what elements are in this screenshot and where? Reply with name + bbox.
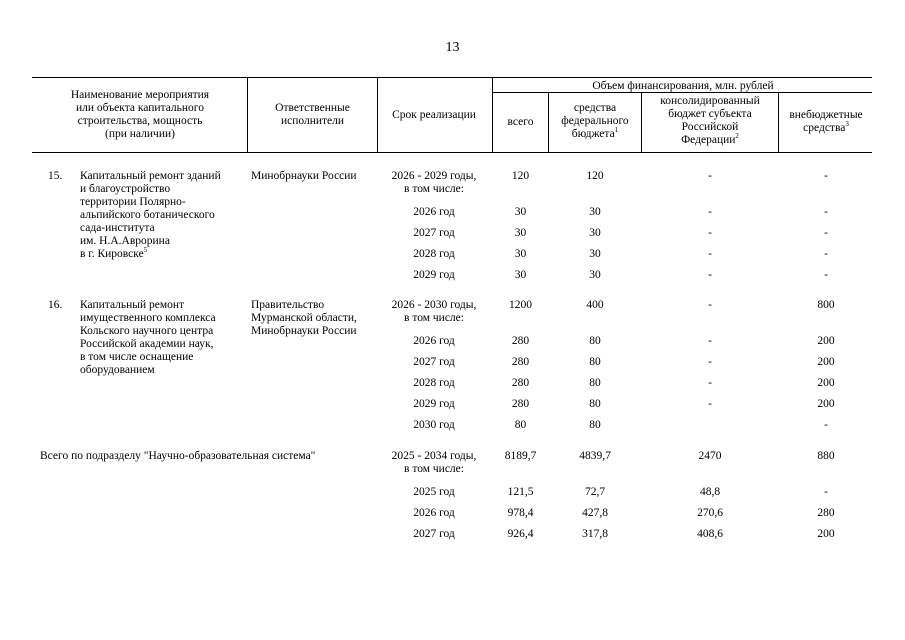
row-term: 2028 год [413, 248, 455, 260]
row-term: 2030 год [413, 419, 455, 431]
cell-federal: 30 [589, 206, 601, 218]
row-term: 2029 год [413, 269, 455, 281]
cell-total: 280 [511, 335, 530, 347]
cell-extra: - [824, 170, 828, 182]
cell-total: 30 [514, 248, 527, 260]
cell-federal: 80 [589, 377, 601, 389]
cell-regional: - [708, 398, 712, 410]
cell-total: 978,4 [507, 507, 534, 519]
cell-regional: - [708, 227, 712, 239]
row-term: 2028 год [413, 377, 455, 389]
cell-total: 8189,7 [504, 450, 537, 462]
cell-federal: 120 [586, 170, 604, 182]
header-federal: средства федерального бюджета$^1$ [561, 102, 629, 140]
row-term: 2029 год [413, 398, 455, 410]
cell-regional: 270,6 [697, 507, 723, 519]
cell-regional: 408,6 [697, 528, 723, 540]
cell-regional: - [708, 170, 712, 182]
row-number: 15. [48, 170, 63, 182]
cell-total: 30 [514, 206, 527, 218]
cell-total: 280 [511, 398, 530, 410]
cell-extra: 880 [817, 450, 835, 462]
row-term: 2026 - 2029 годы, в том числе: [391, 170, 477, 195]
header-term: Срок реализации [392, 109, 476, 121]
cell-federal: 30 [589, 269, 601, 281]
header-bottom-rule [32, 152, 872, 153]
cell-extra: - [824, 227, 828, 239]
header-extra: внебюджетные средства$^3$ [789, 109, 863, 134]
cell-regional: 2470 [698, 450, 722, 462]
cell-regional: - [708, 335, 712, 347]
cell-federal: 427,8 [582, 507, 608, 519]
cell-total: 121,5 [507, 486, 534, 498]
header-total: всего [507, 116, 534, 128]
row-name: Капитальный ремонт зданий и благоустройство территории Полярно- альпийского ботанического сада-института им. Н.А.Аврорина в г. Кировске$^5$ [80, 170, 221, 260]
row-term: 2026 год [413, 507, 455, 519]
cell-total: 30 [514, 269, 527, 281]
row-term: 2026 год [413, 335, 455, 347]
cell-extra: - [824, 269, 828, 281]
header-regional: консолидированный бюджет субъекта Российской Федерации$^2$ [660, 95, 760, 146]
cell-regional: - [708, 248, 712, 260]
cell-total: 1200 [509, 299, 532, 311]
cell-extra: 800 [817, 299, 835, 311]
cell-extra: 200 [817, 377, 835, 389]
row-term: 2025 год [413, 486, 455, 498]
cell-regional: - [708, 299, 712, 311]
row-name: Капитальный ремонт имущественного комплекса Кольского научного центра Российской академии наук, в том числе оснащение оборудованием [80, 299, 216, 376]
cell-total: 926,4 [507, 528, 534, 540]
header-executors: Ответственные исполнители [275, 102, 350, 127]
cell-total: 280 [511, 356, 530, 368]
cell-regional: - [708, 356, 712, 368]
cell-regional: - [708, 206, 712, 218]
page-number: 13 [445, 40, 460, 55]
cell-federal: 80 [589, 398, 601, 410]
cell-regional: - [708, 269, 712, 281]
cell-federal: 80 [589, 356, 601, 368]
cell-federal: 30 [589, 227, 601, 239]
cell-federal: 80 [589, 419, 601, 431]
cell-extra: - [824, 486, 828, 498]
cell-federal: 317,8 [582, 528, 608, 540]
row-term: 2027 год [413, 528, 455, 540]
row-term: 2027 год [413, 356, 455, 368]
row-term: 2026 - 2030 годы, в том числе: [391, 299, 477, 324]
row-term: 2025 - 2034 годы, в том числе: [391, 450, 477, 475]
cell-extra: 200 [817, 528, 835, 540]
cell-regional: - [708, 377, 712, 389]
row-number: 16. [48, 299, 63, 311]
cell-regional: 48,8 [699, 486, 721, 498]
cell-extra: 280 [817, 507, 835, 519]
row-term: 2026 год [413, 206, 455, 218]
row-term: 2027 год [413, 227, 455, 239]
header-name: Наименование мероприятия или объекта капитального строительства, мощность (при наличии) [70, 89, 210, 140]
cell-extra: - [824, 206, 828, 218]
cell-extra: 200 [817, 335, 835, 347]
cell-extra: 200 [817, 356, 835, 368]
row-executors: Минобрнауки России [251, 170, 357, 182]
cell-extra: - [824, 419, 828, 431]
row-executors: Правительство Мурманской области, Минобрнауки России [251, 299, 357, 337]
cell-federal: 80 [589, 335, 601, 347]
header-funding-group: Объем финансирования, млн. рублей [592, 80, 774, 92]
cell-extra: 200 [817, 398, 835, 410]
cell-total: 120 [511, 170, 530, 182]
summary-label: Всего по подразделу "Научно-образовательная система" [40, 450, 316, 462]
cell-extra: - [824, 248, 828, 260]
cell-federal: 72,7 [584, 486, 606, 498]
cell-total: 30 [514, 227, 527, 239]
cell-federal: 400 [586, 299, 604, 311]
cell-total: 80 [514, 419, 527, 431]
cell-federal: 30 [589, 248, 601, 260]
header-top-rule [32, 77, 872, 78]
cell-total: 280 [511, 377, 530, 389]
col-divider [247, 78, 248, 152]
cell-federal: 4839,7 [579, 450, 611, 462]
